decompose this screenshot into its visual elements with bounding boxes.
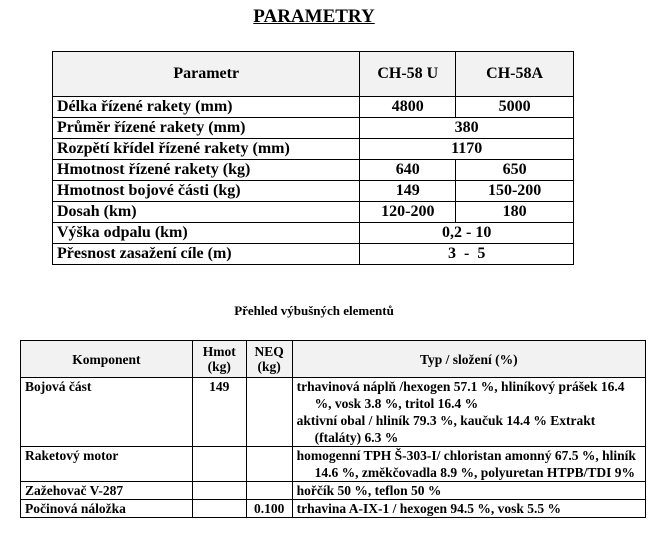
neq-value: 0.100 (246, 500, 292, 518)
hmot-value (192, 447, 246, 482)
header-komponent: Komponent (21, 341, 193, 378)
hmot-value (192, 482, 246, 500)
component-name: Raketový motor (21, 447, 193, 482)
value-ch58u: 640 (360, 160, 456, 181)
table-row (21, 482, 646, 500)
table-row (53, 223, 574, 244)
composition-line: trhavinová náplň /hexogen 57.1 %, hliníkový prášek 16.4 %, vosk 3.8 %, tritol 16.4 % (296, 379, 625, 411)
table-row (53, 160, 574, 181)
table-row (21, 378, 646, 447)
table-header-row (21, 341, 646, 378)
table-row (21, 500, 646, 518)
section-subtitle: Přehled výbušných elementů (234, 303, 394, 318)
param-label: Hmotnost bojové části (kg) (53, 181, 360, 202)
value-ch58a: 650 (456, 160, 574, 181)
parameters-table (52, 51, 574, 265)
value-ch58a: 150-200 (456, 181, 574, 202)
composition-line: hořčík 50 %, teflon 50 % (296, 483, 442, 498)
component-name: Bojová část (21, 378, 193, 447)
table-header-row (53, 52, 574, 97)
header-ch58u: CH-58 U (360, 52, 456, 97)
neq-value (246, 447, 292, 482)
neq-value (246, 378, 292, 447)
explosives-table (20, 340, 646, 518)
value-both: 0,2 - 10 (360, 223, 574, 244)
composition-cell (292, 378, 645, 447)
header-hmot: Hmot (kg) (192, 341, 246, 378)
param-label: Rozpětí křídel řízené rakety (mm) (53, 139, 360, 160)
table-row (53, 202, 574, 223)
header-neq: NEQ (kg) (246, 341, 292, 378)
param-label: Dosah (km) (53, 202, 360, 223)
value-both: 1170 (360, 139, 574, 160)
page-title: PARAMETRY (253, 6, 375, 27)
table-row (53, 139, 574, 160)
header-typ: Typ / složení (%) (292, 341, 645, 378)
param-label: Hmotnost řízené rakety (kg) (53, 160, 360, 181)
header-ch58a: CH-58A (456, 52, 574, 97)
param-label: Přesnost zasažení cíle (m) (53, 244, 360, 265)
composition-cell (292, 482, 645, 500)
table-row (21, 447, 646, 482)
hmot-value (192, 500, 246, 518)
table-row (53, 244, 574, 265)
value-ch58u: 120-200 (360, 202, 456, 223)
table-row (53, 118, 574, 139)
composition-cell (292, 447, 645, 482)
composition-line: homogenní TPH Š-303-I/ chloristan amonný 67.5 %, hliník 14.6 %, změkčovadla 8.9 %, polyuretan HTPB/TDI 9% (296, 448, 636, 480)
value-ch58a: 5000 (456, 97, 574, 118)
table-row (53, 181, 574, 202)
param-label: Délka řízené rakety (mm) (53, 97, 360, 118)
component-name: Počinová náložka (21, 500, 193, 518)
value-ch58u: 149 (360, 181, 456, 202)
composition-line: trhavina A-IX-1 / hexogen 94.5 %, vosk 5.5 % (296, 501, 562, 516)
value-ch58u: 4800 (360, 97, 456, 118)
component-name: Zažehovač V-287 (21, 482, 193, 500)
composition-cell (292, 500, 645, 518)
table-row (53, 97, 574, 118)
value-both: 380 (360, 118, 574, 139)
header-parametr: Parametr (53, 52, 360, 97)
neq-value (246, 482, 292, 500)
value-both: 3 - 5 (360, 244, 574, 265)
hmot-value: 149 (192, 378, 246, 447)
value-ch58a: 180 (456, 202, 574, 223)
param-label: Průměr řízené rakety (mm) (53, 118, 360, 139)
composition-line: aktivní obal / hliník 79.3 %, kaučuk 14.4 % Extrakt (ftaláty) 6.3 % (296, 413, 596, 445)
param-label: Výška odpalu (km) (53, 223, 360, 244)
